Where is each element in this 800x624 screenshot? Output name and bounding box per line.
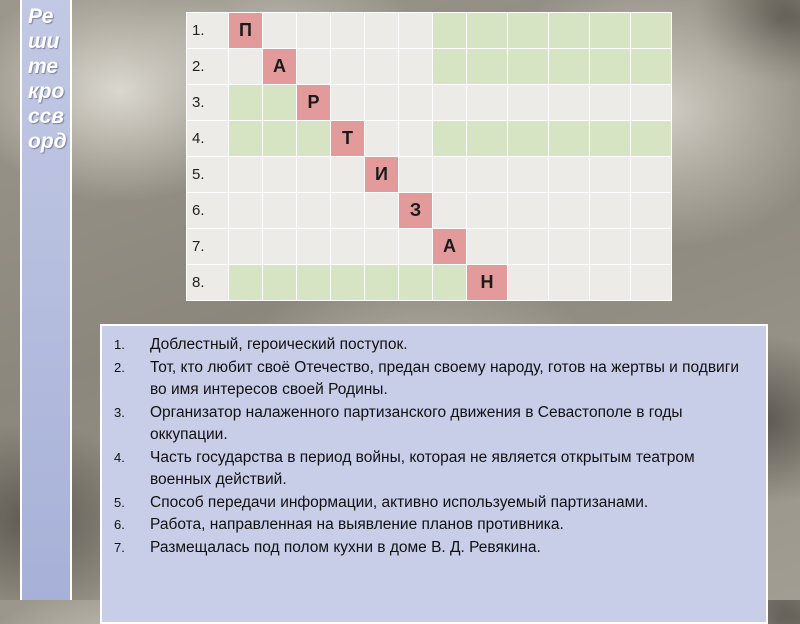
grid-cell[interactable] [590,85,631,121]
grid-cell[interactable] [433,49,467,85]
grid-cell[interactable] [433,265,467,301]
grid-cell[interactable] [297,229,331,265]
grid-cell[interactable] [549,121,590,157]
grid-cell[interactable] [590,229,631,265]
crossword-grid [186,12,672,301]
grid-cell[interactable] [229,229,263,265]
clue-number: 3. [114,404,125,420]
grid-cell[interactable] [467,193,508,229]
grid-cell[interactable] [590,13,631,49]
grid-cell[interactable] [399,49,433,85]
grid-cell[interactable] [263,157,297,193]
grid-cell[interactable] [549,229,590,265]
clues-list [102,334,758,559]
clue-item [102,537,758,560]
row-number: 8. [187,265,229,301]
grid-cell[interactable] [631,13,672,49]
grid-cell[interactable] [331,157,365,193]
side-panel [20,0,72,600]
grid-cell[interactable] [433,85,467,121]
grid-cell[interactable] [229,121,263,157]
grid-cell[interactable] [631,265,672,301]
keyword-cell[interactable]: А [263,49,297,85]
grid-cell[interactable] [365,49,399,85]
grid-cell[interactable] [631,49,672,85]
grid-cell[interactable] [467,229,508,265]
keyword-cell[interactable]: Н [467,265,508,301]
grid-cell[interactable] [331,49,365,85]
grid-row [187,193,672,229]
grid-cell[interactable] [590,265,631,301]
grid-row [187,121,672,157]
clue-text: Размещалась под полом кухни в доме В. Д. Ревякина. [150,538,541,556]
grid-cell[interactable] [297,157,331,193]
row-number: 5. [187,157,229,193]
grid-cell[interactable] [331,85,365,121]
grid-cell[interactable] [365,229,399,265]
grid-cell[interactable] [549,13,590,49]
grid-cell[interactable] [631,121,672,157]
grid-row [187,229,672,265]
grid-cell[interactable] [433,121,467,157]
grid-cell[interactable] [263,85,297,121]
grid-cell[interactable] [229,157,263,193]
keyword-cell[interactable]: И [365,157,399,193]
clue-text: Организатор налаженного партизанского движения в Севастополе в годы оккупации. [150,403,683,443]
grid-cell[interactable] [590,157,631,193]
keyword-cell[interactable]: Р [297,85,331,121]
grid-cell[interactable] [297,265,331,301]
keyword-cell[interactable]: П [229,13,263,49]
grid-cell[interactable] [297,13,331,49]
grid-cell[interactable] [590,193,631,229]
grid-cell[interactable] [467,157,508,193]
keyword-cell[interactable]: З [399,193,433,229]
clue-item [102,492,758,515]
grid-cell[interactable] [365,121,399,157]
clue-text: Работа, направленная на выявление планов противника. [150,516,564,533]
grid-cell[interactable] [433,193,467,229]
grid-cell[interactable] [549,193,590,229]
side-title: Реши те кроссворд [28,5,67,153]
grid-cell[interactable] [590,121,631,157]
grid-cell[interactable] [229,49,263,85]
grid-cell[interactable] [508,121,549,157]
clue-text: Тот, кто любит своё Отечество, предан своему народу, готов на жертвы и подвиги во имя интересов своей Родины. [150,358,740,398]
row-number: 4. [187,121,229,157]
grid-cell[interactable] [631,193,672,229]
clue-number: 1. [114,337,125,352]
clues-panel [100,324,768,624]
grid-cell[interactable] [229,193,263,229]
clue-item [102,357,758,402]
clue-number: 5. [114,494,125,510]
grid-cell[interactable] [399,265,433,301]
grid-cell[interactable] [263,121,297,157]
clue-number: 4. [114,449,125,465]
grid-cell[interactable] [508,229,549,265]
grid-cell[interactable] [590,49,631,85]
grid-cell[interactable] [331,229,365,265]
clue-text: Способ передачи информации, активно используемый партизанами. [150,493,649,511]
grid-cell[interactable] [229,85,263,121]
grid-cell[interactable] [508,49,549,85]
clue-item [102,402,758,447]
row-number: 3. [187,85,229,121]
grid-cell[interactable] [549,49,590,85]
keyword-cell[interactable]: Т [331,121,365,157]
grid-cell[interactable] [467,121,508,157]
grid-cell[interactable] [508,157,549,193]
clue-item [102,447,758,492]
grid-cell[interactable] [297,193,331,229]
grid-cell[interactable] [263,193,297,229]
grid-cell[interactable] [508,193,549,229]
row-number: 7. [187,229,229,265]
grid-cell[interactable] [263,229,297,265]
grid-cell[interactable] [631,229,672,265]
grid-cell[interactable] [549,265,590,301]
row-number: 2. [187,49,229,85]
grid-cell[interactable] [433,13,467,49]
clue-item [102,514,758,537]
grid-row [187,49,672,85]
grid-cell[interactable] [297,121,331,157]
clue-number: 6. [114,517,125,532]
grid-cell[interactable] [631,157,672,193]
grid-cell[interactable] [331,193,365,229]
grid-cell[interactable] [399,85,433,121]
clue-text: Часть государства в период войны, которая не является открытым театром военных действий. [150,448,695,488]
grid-cell[interactable] [365,13,399,49]
row-number: 6. [187,193,229,229]
grid-row [187,265,672,301]
grid-row [187,13,672,49]
grid-cell[interactable] [331,265,365,301]
clue-number: 7. [114,539,125,555]
grid-cell[interactable] [297,49,331,85]
grid-cell[interactable] [365,85,399,121]
row-number: 1. [187,13,229,49]
grid-cell[interactable] [331,13,365,49]
grid-cell[interactable] [508,13,549,49]
grid-cell[interactable] [467,49,508,85]
grid-cell[interactable] [365,265,399,301]
grid-cell[interactable] [508,265,549,301]
grid-cell[interactable] [433,157,467,193]
grid-cell[interactable] [467,85,508,121]
grid-cell[interactable] [399,121,433,157]
clue-item [102,334,758,357]
grid-cell[interactable] [467,13,508,49]
grid-cell[interactable] [631,85,672,121]
grid-cell[interactable] [263,13,297,49]
grid-cell[interactable] [549,85,590,121]
grid-cell[interactable] [508,85,549,121]
clue-number: 2. [114,359,125,375]
grid-cell[interactable] [263,265,297,301]
grid-cell[interactable] [549,157,590,193]
grid-cell[interactable] [399,229,433,265]
grid-cell[interactable] [365,193,399,229]
grid-cell[interactable] [229,265,263,301]
grid-cell[interactable] [399,157,433,193]
grid-row [187,157,672,193]
keyword-cell[interactable]: А [433,229,467,265]
grid-cell[interactable] [399,13,433,49]
clue-text: Доблестный, героический поступок. [150,336,408,353]
grid-row [187,85,672,121]
